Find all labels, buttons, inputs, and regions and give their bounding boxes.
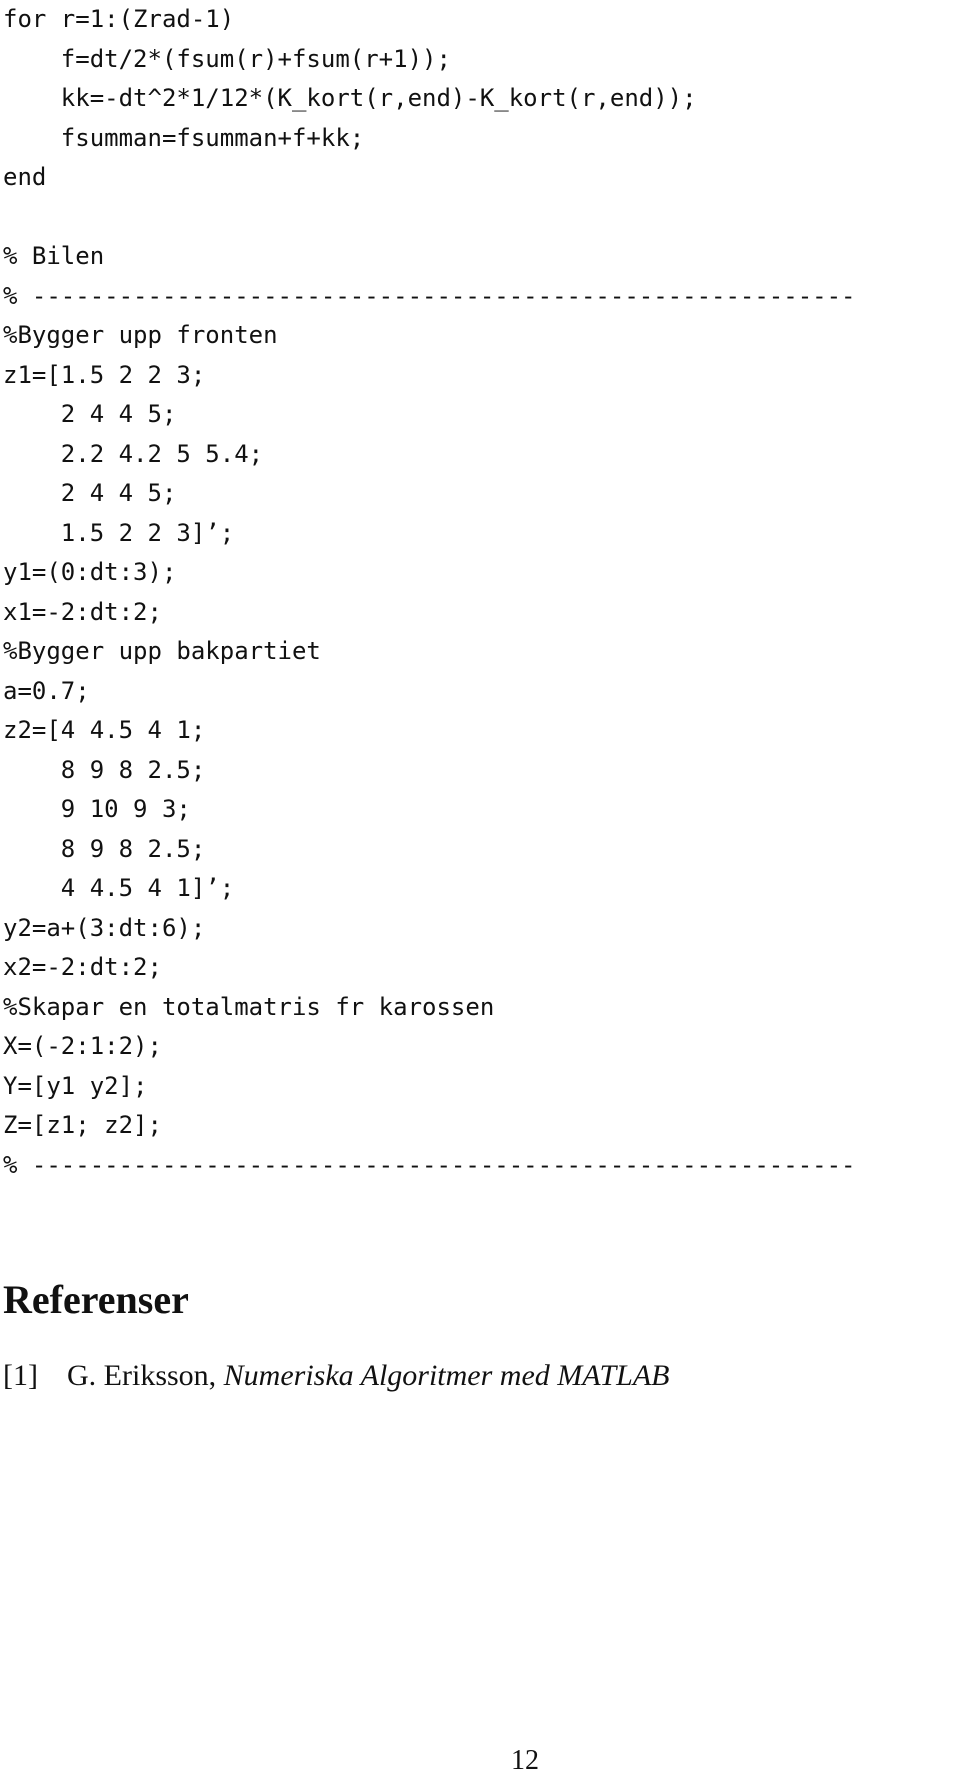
code-line: z2=[4 4.5 4 1;: [3, 716, 206, 744]
code-line: % ---------------------------------------------------------: [3, 281, 856, 310]
reference-item: [3, 1356, 669, 1396]
code-line: 4 4.5 4 1]’;: [3, 874, 235, 902]
code-line: %Bygger upp bakpartiet: [3, 637, 321, 665]
reference-title: Numeriska Algoritmer med MATLAB: [223, 1359, 670, 1392]
code-line: 8 9 8 2.5;: [3, 834, 206, 863]
code-line: kk=-dt^2*1/12*(K_kort(r,end)-K_kort(r,end));: [3, 84, 697, 112]
code-line: % ---------------------------------------------------------: [3, 1150, 856, 1179]
code-line: x1=-2:dt:2;: [3, 597, 162, 626]
code-line: %Bygger upp fronten: [3, 321, 278, 349]
code-line: Y=[y1 y2];: [3, 1071, 148, 1100]
page-number: 12: [511, 1745, 539, 1776]
reference-author: G. Eriksson,: [67, 1359, 224, 1392]
code-line: x2=-2:dt:2;: [3, 953, 162, 981]
references-heading: Referenser: [3, 1277, 189, 1322]
code-line: for r=1:(Zrad-1): [3, 5, 235, 33]
code-line: end: [3, 163, 47, 191]
code-line: 1.5 2 2 3]’;: [3, 518, 235, 547]
code-line: Z=[z1; z2];: [3, 1111, 162, 1139]
code-line: 9 10 9 3;: [3, 795, 191, 823]
code-line: 2 4 4 5;: [3, 400, 177, 428]
code-line: %Skapar en totalmatris fr karossen: [3, 992, 495, 1021]
code-line: z1=[1.5 2 2 3;: [3, 360, 206, 389]
code-line: 8 9 8 2.5;: [3, 755, 206, 784]
code-line: a=0.7;: [3, 676, 90, 705]
code-line: y1=(0:dt:3);: [3, 558, 177, 586]
code-line: y2=a+(3:dt:6);: [3, 913, 206, 942]
code-line: 2 4 4 5;: [3, 479, 177, 507]
code-line: % Bilen: [3, 242, 105, 270]
code-listing: [3, 0, 856, 1185]
code-line: X=(-2:1:2);: [3, 1032, 162, 1060]
code-line: fsumman=fsumman+f+kk;: [3, 123, 365, 152]
code-line: [3, 198, 856, 238]
code-line: 2.2 4.2 5 5.4;: [3, 439, 264, 468]
reference-number: [1]: [3, 1359, 38, 1392]
code-line: f=dt/2*(fsum(r)+fsum(r+1));: [3, 44, 451, 73]
